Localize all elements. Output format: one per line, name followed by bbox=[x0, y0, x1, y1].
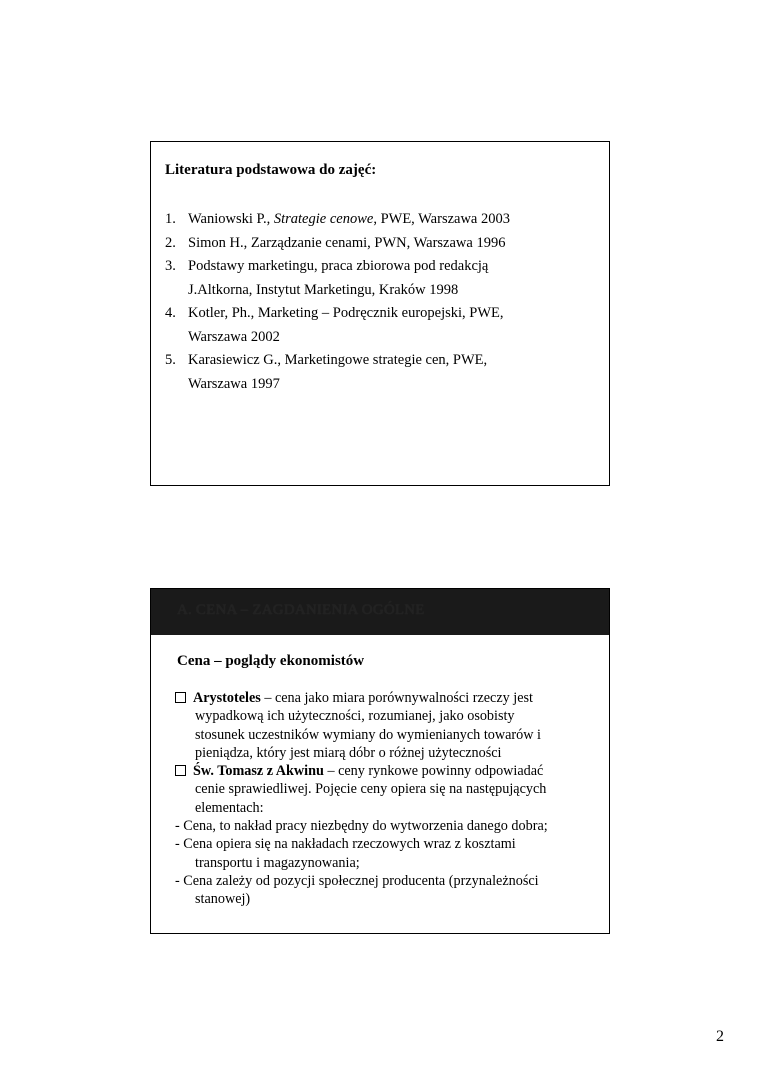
dash-item-continuation: transportu i magazynowania; bbox=[195, 854, 360, 871]
bullet-continuation: wypadkową ich użyteczności, rozumianej, jako osobisty bbox=[195, 708, 515, 725]
list-item bbox=[165, 255, 595, 302]
bullet-item bbox=[175, 762, 595, 780]
item-text: Simon H., Zarządzanie cenami, PWN, Warszawa 1996 bbox=[188, 234, 506, 251]
list-item bbox=[165, 349, 595, 396]
bullet-continuation: pieniądza, który jest miarą dóbr o różnej użyteczności bbox=[195, 744, 502, 761]
item-number: 1. bbox=[165, 211, 176, 227]
bullet-bold: Arystoteles bbox=[193, 690, 261, 706]
item-number: 5. bbox=[165, 352, 176, 368]
bullet-continuation: stosunek uczestników wymiany do wymienianych towarów i bbox=[195, 726, 541, 743]
banner-title: A. CENA – ZAGDANIENIA OGÓLNE bbox=[177, 602, 425, 618]
item-number: 2. bbox=[165, 234, 176, 251]
item-number: 4. bbox=[165, 305, 176, 321]
slide-banner bbox=[151, 589, 609, 635]
bullet-bold: Św. Tomasz z Akwinu bbox=[193, 763, 324, 780]
slide-body bbox=[175, 689, 595, 909]
bullet-item bbox=[175, 689, 595, 707]
checkbox-bullet-icon bbox=[175, 692, 186, 703]
dash-item: - Cena opiera się na nakładach rzeczowych wraz z kosztami bbox=[175, 836, 516, 853]
bullet-continuation: elementach: bbox=[195, 799, 264, 816]
item-text: Waniowski P., bbox=[188, 211, 274, 227]
item-text-post: , PWE, Warszawa 2003 bbox=[373, 211, 510, 227]
bullet-text: – cena jako miara porównywalności rzeczy jest bbox=[260, 690, 533, 706]
list-item bbox=[165, 302, 595, 349]
dash-item: - Cena, to nakład pracy niezbędny do wytworzenia danego dobra; bbox=[175, 818, 548, 835]
checkbox-bullet-icon bbox=[175, 765, 186, 776]
item-text: Podstawy marketingu, praca zbiorowa pod redakcją bbox=[188, 258, 489, 274]
item-italic: Strategie cenowe bbox=[273, 211, 374, 227]
item-text: Karasiewicz G., Marketingowe strategie cen, PWE, bbox=[188, 352, 488, 368]
dash-item: - Cena zależy od pozycji społecznej producenta (przynależności bbox=[175, 872, 539, 889]
item-text-cont: Warszawa 1997 bbox=[188, 375, 280, 392]
literature-list bbox=[165, 208, 595, 396]
page-number: 2 bbox=[716, 1028, 724, 1045]
slide-literature bbox=[150, 141, 610, 486]
item-text-cont: Warszawa 2002 bbox=[188, 328, 280, 345]
item-number: 3. bbox=[165, 258, 176, 274]
list-item bbox=[165, 232, 595, 256]
slide-title: Literatura podstawowa do zajęć: bbox=[165, 162, 377, 178]
item-text: Kotler, Ph., Marketing – Podręcznik europejski, PWE, bbox=[188, 305, 504, 321]
bullet-text: – ceny rynkowe powinny odpowiadać bbox=[323, 763, 544, 780]
list-item bbox=[165, 208, 595, 232]
slide-subtitle: Cena – poglądy ekonomistów bbox=[177, 653, 365, 669]
slide-price-general bbox=[150, 588, 610, 934]
bullet-continuation: cenie sprawiedliwej. Pojęcie ceny opiera się na następujących bbox=[195, 781, 547, 798]
dash-item-continuation: stanowej) bbox=[195, 891, 251, 908]
item-text-cont: J.Altkorna, Instytut Marketingu, Kraków 1998 bbox=[188, 281, 459, 298]
